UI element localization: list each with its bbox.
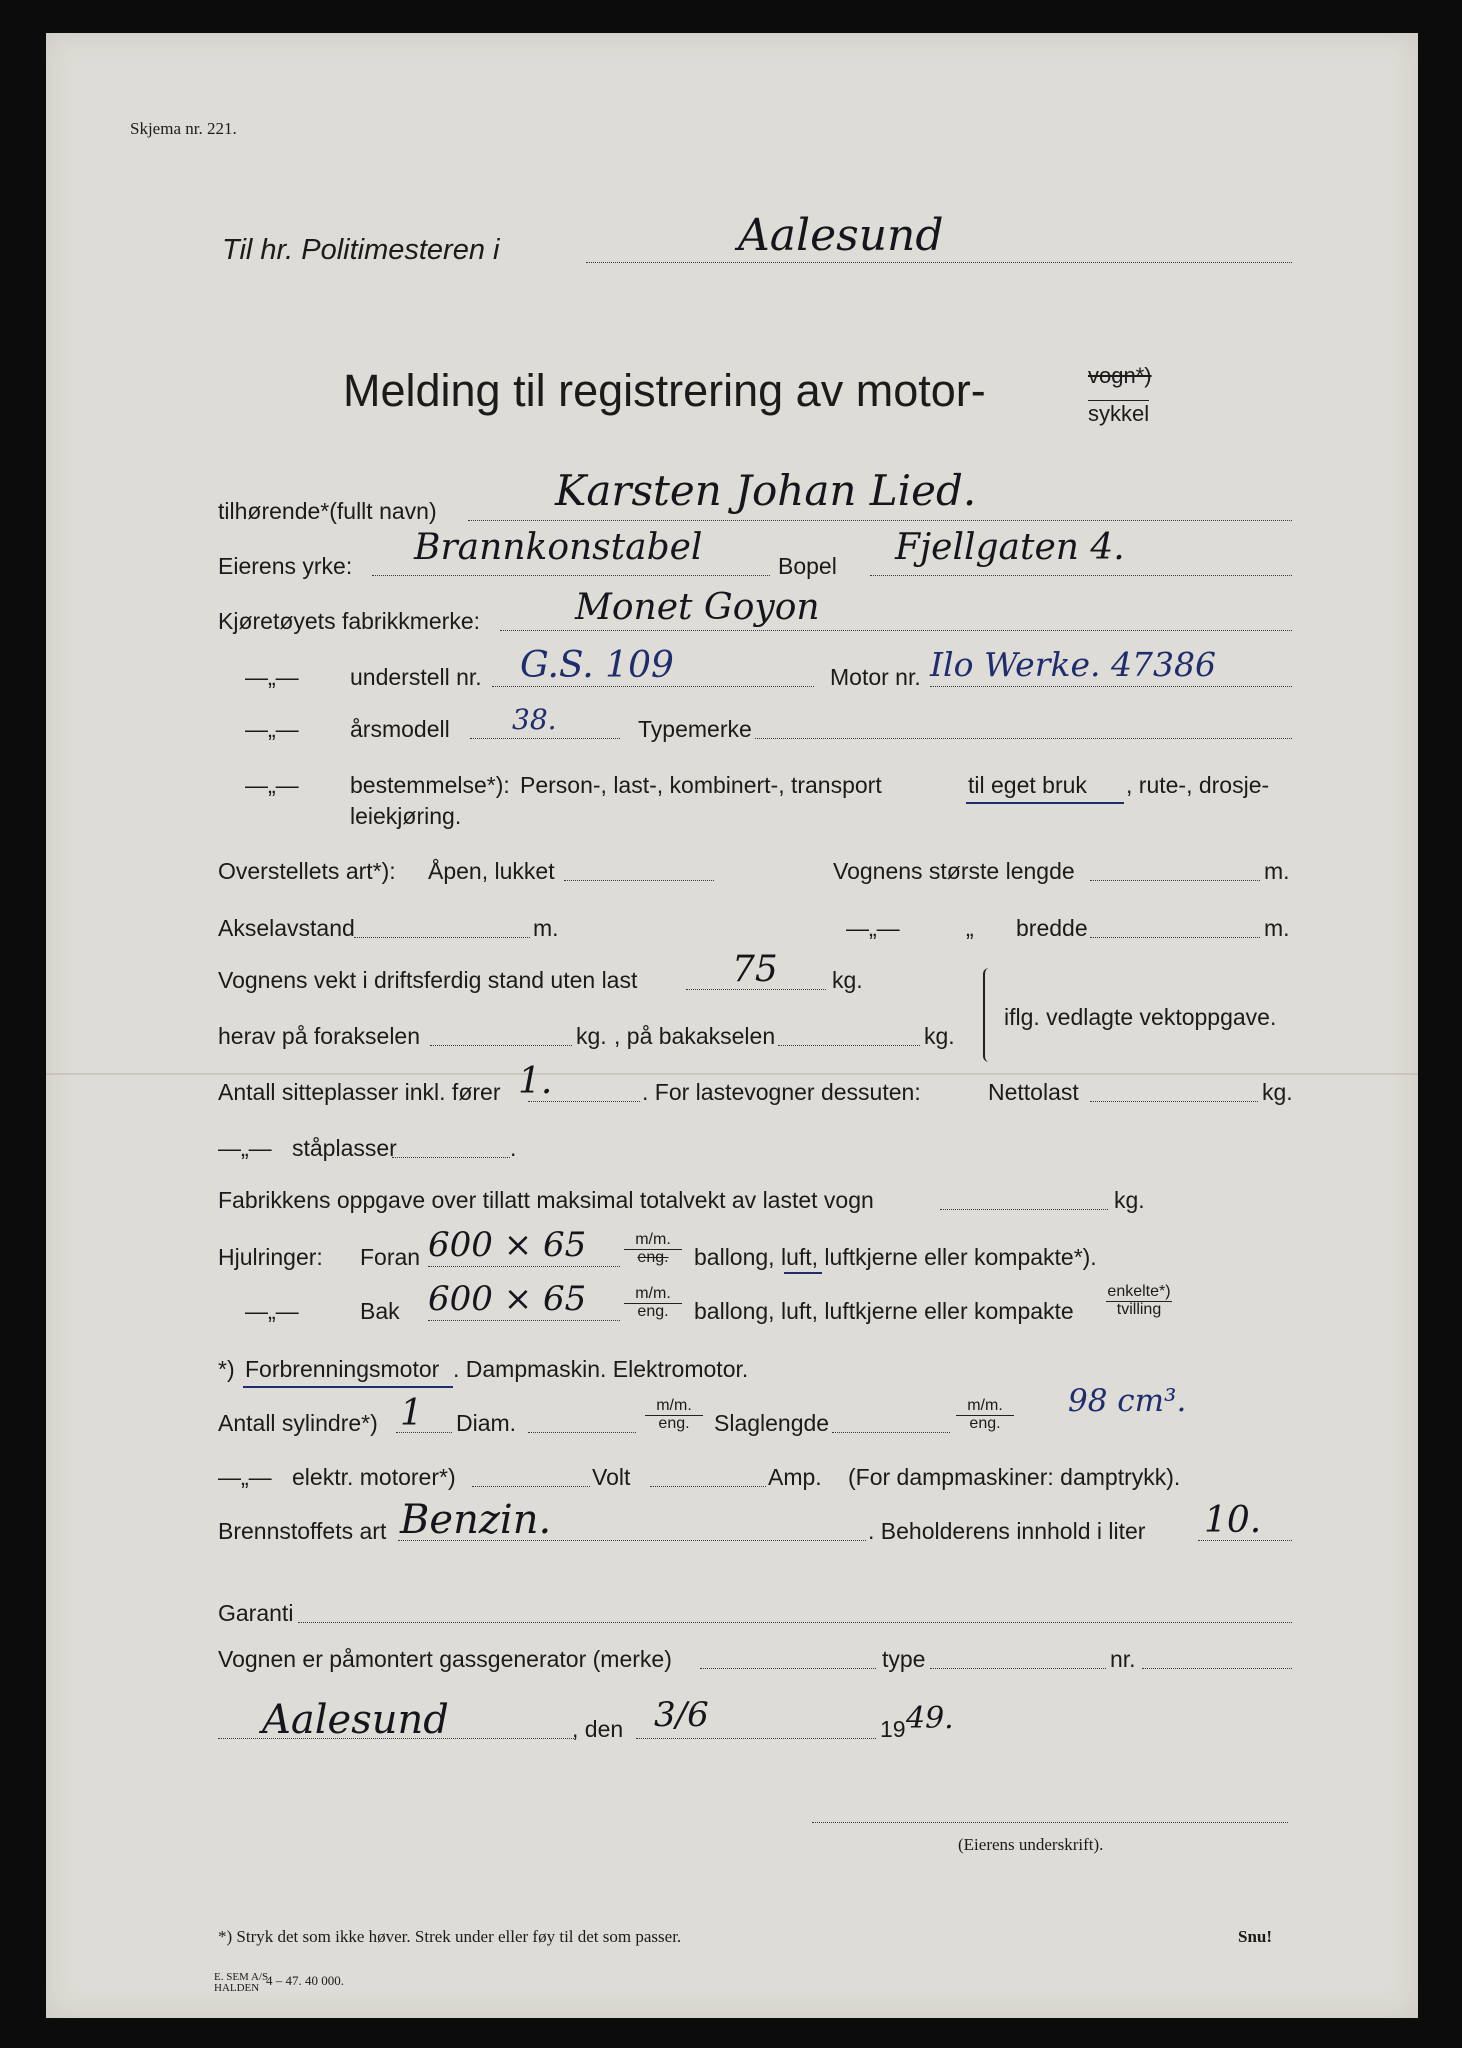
tank-value: 10. xyxy=(1204,1500,1262,1541)
make-value: Monet Goyon xyxy=(575,587,820,628)
width-ditto: —„— xyxy=(846,915,900,941)
diam-unit-bottom: eng. xyxy=(645,1415,703,1433)
seats-value: 1. xyxy=(518,1061,553,1102)
net-load-label: Nettolast xyxy=(988,1079,1079,1105)
tires-label: Hjulringer: xyxy=(218,1244,323,1270)
tires-front-line xyxy=(428,1266,620,1267)
weight-line xyxy=(686,989,826,990)
displacement-value: 98 cm³. xyxy=(1068,1383,1187,1419)
standing-ditto: —„— xyxy=(218,1135,272,1161)
truck-label: . For lastevogner dessuten: xyxy=(642,1079,921,1105)
stroke-unit xyxy=(956,1398,1014,1433)
type-label: Typemerke xyxy=(638,716,752,742)
title-option-vogn: vogn*) xyxy=(1088,363,1152,388)
chassis-line xyxy=(492,686,814,687)
owner-label: tilhørende*(fullt navn) xyxy=(218,498,437,524)
diam-unit xyxy=(645,1398,703,1433)
front-axle-line xyxy=(430,1045,572,1046)
tires-front-underline xyxy=(784,1272,822,1274)
tires-front-unit-bottom: eng. xyxy=(624,1249,682,1267)
gas-type-label: type xyxy=(882,1646,926,1672)
stroke-line xyxy=(832,1432,950,1433)
rear-axle-line xyxy=(778,1045,920,1046)
gas-nr-line xyxy=(1142,1668,1292,1669)
body-label: Overstellets art*): xyxy=(218,858,396,884)
volt-label: Volt xyxy=(592,1464,631,1490)
front-axle-label: herav på forakselen xyxy=(218,1023,421,1049)
body-line xyxy=(564,880,714,881)
tires-front-label: Foran xyxy=(360,1244,421,1270)
date-year: 49. xyxy=(906,1701,954,1736)
tires-rear-label: Bak xyxy=(360,1298,400,1324)
form-number: Skjema nr. 221. xyxy=(130,119,237,138)
model-year-line xyxy=(470,738,620,739)
residence-label: Bopel xyxy=(778,553,837,579)
fuel-label: Brennstoffets art xyxy=(218,1518,387,1544)
residence-line xyxy=(870,575,1292,576)
tank-label: . Beholderens innhold i liter xyxy=(868,1518,1146,1544)
engine-type-prefix: *) xyxy=(218,1356,235,1382)
signature-label: (Eierens underskrift). xyxy=(958,1835,1104,1854)
max-weight-line xyxy=(940,1209,1108,1210)
length-line xyxy=(1090,880,1260,881)
page-title: Melding til registrering av motor- xyxy=(343,365,986,416)
make-line xyxy=(500,630,1292,631)
purpose-ditto: —„— xyxy=(245,772,299,798)
model-year-label: årsmodell xyxy=(350,716,450,742)
chassis-label: understell nr. xyxy=(350,664,482,690)
chassis-ditto: —„— xyxy=(245,664,299,690)
tires-rear-value: 600 × 65 xyxy=(428,1279,587,1319)
residence-value: Fjellgaten 4. xyxy=(895,527,1125,568)
length-unit: m. xyxy=(1264,858,1290,884)
tires-front-unit xyxy=(624,1232,682,1267)
gas-nr-label: nr. xyxy=(1110,1646,1136,1672)
net-load-unit: kg. xyxy=(1262,1079,1293,1105)
seats-line xyxy=(528,1101,640,1102)
purpose-underline xyxy=(966,802,1124,804)
addressee-label: Til hr. Politimesteren i xyxy=(222,234,500,266)
electric-label: elektr. motorer*) xyxy=(292,1464,456,1490)
body-options: Åpen, lukket xyxy=(428,858,555,884)
purpose-line2: leiekjøring. xyxy=(350,803,462,829)
tires-front-types: ballong, luft, luftkjerne eller kompakte*). xyxy=(694,1244,1097,1270)
fuel-line xyxy=(398,1540,866,1541)
amp-label: Amp. xyxy=(768,1464,822,1490)
tires-rear-line xyxy=(428,1320,620,1321)
date-place-line xyxy=(218,1738,574,1739)
tires-front-value: 600 × 65 xyxy=(428,1225,587,1265)
turn-over-note: Snu! xyxy=(1238,1927,1273,1946)
printer-name: E. SEM A/S xyxy=(214,1971,269,1983)
make-label: Kjøretøyets fabrikkmerke: xyxy=(218,608,480,634)
diam-label: Diam. xyxy=(456,1410,517,1436)
tires-rear-types: ballong, luft, luftkjerne eller kompakte xyxy=(694,1298,1074,1324)
engine-type-rest: . Dampmaskin. Elektromotor. xyxy=(453,1356,749,1382)
tires-front-unit-top: m/m. xyxy=(635,1231,671,1248)
stroke-unit-top: m/m. xyxy=(967,1397,1003,1414)
printer-code: 4 – 47. 40 000. xyxy=(266,1973,344,1988)
width-unit: m. xyxy=(1264,915,1290,941)
diam-line xyxy=(528,1432,636,1433)
owner-line xyxy=(468,520,1292,521)
axle-line xyxy=(354,937,530,938)
warranty-line xyxy=(298,1622,1292,1623)
chassis-value: G.S. 109 xyxy=(520,645,674,686)
weight-value: 75 xyxy=(732,949,778,990)
tires-rear-option xyxy=(1106,1284,1172,1319)
signature-line xyxy=(812,1822,1288,1823)
standing-line xyxy=(392,1157,510,1158)
tires-rear-unit-top: m/m. xyxy=(635,1285,671,1302)
max-weight-label: Fabrikkens oppgave over tillatt maksimal totalvekt av lastet vogn xyxy=(218,1187,874,1213)
width-line xyxy=(1090,937,1260,938)
tires-rear-ditto: —„— xyxy=(245,1298,299,1324)
electric-line xyxy=(472,1486,590,1487)
purpose-rest: , rute-, drosje- xyxy=(1126,772,1270,798)
gas-type-line xyxy=(930,1668,1106,1669)
tires-rear-option-top: enkelte*) xyxy=(1107,1283,1171,1300)
electric-ditto: —„— xyxy=(218,1464,272,1490)
max-weight-unit: kg. xyxy=(1114,1187,1145,1213)
motor-label: Motor nr. xyxy=(830,664,921,690)
addressee-line xyxy=(586,262,1292,263)
gas-make-line xyxy=(700,1668,876,1669)
occupation-label: Eierens yrke: xyxy=(218,553,353,579)
front-axle-unit: kg. xyxy=(576,1023,607,1049)
tires-rear-unit xyxy=(624,1286,682,1321)
purpose-options: Person-, last-, kombinert-, transport xyxy=(520,772,882,798)
model-year-value: 38. xyxy=(512,703,557,736)
weight-brace xyxy=(983,968,997,1062)
seats-label: Antall sitteplasser inkl. fører xyxy=(218,1079,501,1105)
stroke-label: Slaglengde xyxy=(714,1410,830,1436)
weight-unit: kg. xyxy=(832,967,863,993)
volt-line xyxy=(650,1486,766,1487)
standing-label: ståplasser xyxy=(292,1135,397,1161)
weight-label: Vognens vekt i driftsferdig stand uten last xyxy=(218,967,638,993)
title-option-sykkel: sykkel xyxy=(1088,401,1150,426)
motor-value: Ilo Werke. 47386 xyxy=(930,645,1216,684)
engine-type-selected: Forbrenningsmotor xyxy=(245,1356,440,1382)
date-den: , den xyxy=(572,1716,624,1742)
steam-label: (For dampmaskiner: damptrykk). xyxy=(848,1464,1181,1490)
cylinders-line xyxy=(396,1432,452,1433)
width-ditto-mark: „ xyxy=(966,915,974,941)
cylinders-label: Antall sylindre*) xyxy=(218,1410,378,1436)
rear-axle-unit: kg. xyxy=(924,1023,955,1049)
stroke-unit-bottom: eng. xyxy=(956,1415,1014,1433)
addressee-city: Aalesund xyxy=(738,210,944,261)
date-year-prefix: 19 xyxy=(880,1716,906,1742)
weight-note: iflg. vedlagte vektoppgave. xyxy=(1004,1004,1277,1030)
cylinders-value: 1 xyxy=(400,1393,423,1434)
purpose-label: bestemmelse*): xyxy=(350,772,510,798)
date-place: Aalesund xyxy=(262,1697,449,1743)
purpose-selected: til eget bruk xyxy=(968,772,1087,798)
tank-line xyxy=(1198,1540,1292,1541)
axle-label: Akselavstand xyxy=(218,915,355,941)
net-load-line xyxy=(1090,1101,1258,1102)
occupation-line xyxy=(372,575,770,576)
printer-city: HALDEN xyxy=(214,1982,260,1994)
tires-rear-unit-bottom: eng. xyxy=(624,1303,682,1321)
fuel-value: Benzin. xyxy=(400,1497,552,1543)
model-year-ditto: —„— xyxy=(245,716,299,742)
standing-end: . xyxy=(510,1135,517,1161)
motor-line xyxy=(930,686,1292,687)
fold-crease xyxy=(46,1073,1418,1075)
engine-type-underline xyxy=(243,1386,453,1388)
tires-rear-option-bottom: tvilling xyxy=(1106,1301,1172,1319)
width-label: bredde xyxy=(1016,915,1088,941)
gas-label: Vognen er påmontert gassgenerator (merke) xyxy=(218,1646,672,1672)
date-day: 3/6 xyxy=(654,1695,709,1735)
diam-unit-top: m/m. xyxy=(656,1397,692,1414)
occupation-value: Brannkonstabel xyxy=(414,527,703,568)
length-label: Vognens største lengde xyxy=(833,858,1075,884)
date-day-line xyxy=(636,1738,876,1739)
owner-name: Karsten Johan Lied. xyxy=(555,466,977,515)
rear-axle-label: , på bakakselen xyxy=(614,1023,776,1049)
axle-unit: m. xyxy=(533,915,559,941)
type-line xyxy=(755,738,1292,739)
warranty-label: Garanti xyxy=(218,1600,294,1626)
footnote: *) Stryk det som ikke høver. Strek under eller føy til det som passer. xyxy=(218,1927,682,1946)
